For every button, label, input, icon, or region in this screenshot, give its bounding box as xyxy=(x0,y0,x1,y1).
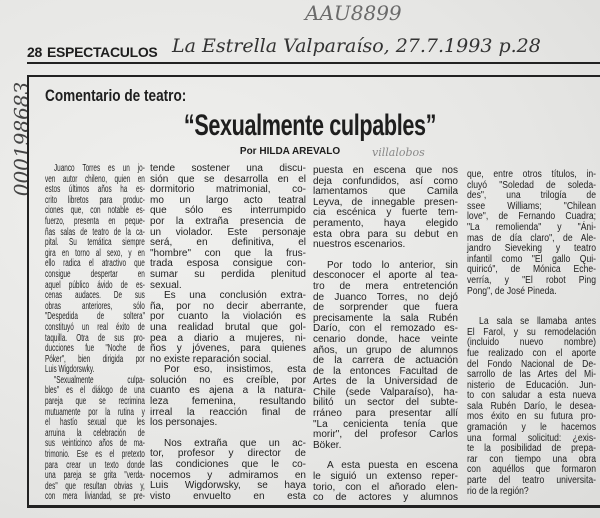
text-line: rráneo para presentar allí xyxy=(313,408,458,420)
text-line: bles" es el diálogo de una xyxy=(45,385,145,397)
article-paragraph xyxy=(313,166,458,251)
article-paragraph xyxy=(150,439,306,503)
article-column-2 xyxy=(150,164,306,502)
text-line: los personajes. xyxy=(150,417,218,429)
text-line: consigue despertar en xyxy=(45,268,145,280)
text-line: infantil como "El gallo Qui- xyxy=(467,253,596,265)
text-line: visto envuelto en esta xyxy=(150,490,306,502)
text-line: Leyva, de innegable presen- xyxy=(313,196,458,208)
article-paragraph xyxy=(467,317,596,497)
text-line: para crear un texto donde xyxy=(45,459,145,471)
text-line: leza femenina, resultando xyxy=(150,396,306,408)
text-line: una pareja se grita "verda- xyxy=(45,470,145,482)
text-line: fue realizado con el aporte xyxy=(467,347,596,359)
text-line: nisterio de Educación. Jun- xyxy=(467,379,596,391)
text-line: rio de la región? xyxy=(467,485,529,497)
text-line: quiricó", de Mónica Eche- xyxy=(467,264,596,276)
text-line: arruina la celebración de xyxy=(45,427,145,439)
handwritten-catalog-id: AAU8899 xyxy=(305,1,402,25)
text-line: "Sexualmente culpa- xyxy=(53,374,145,386)
text-line: pareja que se recrimina xyxy=(45,396,145,408)
text-line: Nos extraña que un ac- xyxy=(164,437,306,449)
text-line: una realidad brutal que gol- xyxy=(150,321,306,333)
text-line: con aquéllos que formaron xyxy=(467,464,596,476)
text-line: Luis Wigdorwsky, se haya xyxy=(150,480,306,492)
article-paragraph xyxy=(313,261,458,452)
handwritten-author-note: villalobos xyxy=(372,146,425,159)
article-title: “Sexualmente culpables” xyxy=(183,109,437,142)
text-line: nocemos y admiramos en xyxy=(150,469,306,481)
text-line: A esta puesta en escena xyxy=(327,460,458,472)
text-line: el hastío sexual que les xyxy=(45,417,145,429)
text-line: cia escénica y fuerte tem- xyxy=(313,207,458,219)
text-line: años, un grupo de alumnos xyxy=(313,344,458,356)
text-line: tro de mera entretención xyxy=(313,280,458,292)
text-line: lamentamos que Camila xyxy=(313,186,458,198)
text-line: Darío, con el remozado es- xyxy=(313,323,458,335)
text-line: jandro Sieveking y teatro xyxy=(467,243,596,255)
text-line: bilitó un sector del subte- xyxy=(313,397,458,409)
text-line: con mera liviandad, se pre- xyxy=(45,491,145,503)
text-line: Luis Wigdorswky. xyxy=(45,364,95,376)
text-line: fuerzo, presenta en peque- xyxy=(45,215,145,227)
text-line: ssee Williams; "Chilean xyxy=(467,200,596,212)
text-line: precisamente la sala Rubén xyxy=(313,312,458,324)
text-line: gramación y le hacemos xyxy=(467,422,596,434)
text-line: torio, con el añorado elen- xyxy=(313,481,458,493)
text-line: mos éxito en su futura pro- xyxy=(467,411,596,423)
text-line: no existe reparación social. xyxy=(150,353,272,365)
article-paragraph xyxy=(45,164,145,376)
text-line: cuanto es ajena a la natura- xyxy=(150,385,306,397)
page-header xyxy=(27,44,157,60)
text-line: por cuanto la violación es xyxy=(150,311,306,323)
text-line: Es una conclusión extra- xyxy=(164,290,306,302)
handwritten-source-note: La Estrella Valparaíso, 27.7.1993 p.28 xyxy=(172,35,541,57)
text-line: Por eso, insistimos, esta xyxy=(164,364,306,376)
article-column-1 xyxy=(45,164,145,503)
text-line: que, entre otros títulos, in- xyxy=(467,169,596,180)
text-line: La sala se llamaba antes xyxy=(479,316,596,328)
text-line: tor, profesor y director de xyxy=(150,448,306,460)
text-line: un violador. Este personaje xyxy=(150,226,306,238)
text-line: irreal la reacción final de xyxy=(150,406,306,418)
text-line: esta obra para su debut en xyxy=(313,228,458,240)
text-line: deja confundidos, así como xyxy=(313,175,458,187)
text-line: de Juanco Torres, no dejó xyxy=(313,291,458,303)
text-line: le siguió un extenso reper- xyxy=(313,471,458,483)
text-line: desconocer el aporte al tea- xyxy=(313,270,458,282)
text-line: pea a diario a mujeres, ni- xyxy=(150,332,306,344)
text-line: estos últimos años ha es- xyxy=(45,184,145,196)
text-line: morir", del profesor Carlos xyxy=(313,429,458,441)
text-line: trimonio. Ese es el pretexto xyxy=(45,449,145,461)
text-line: ven autor chileno, quien en xyxy=(45,173,145,185)
text-line: ducciones fue "Noche de xyxy=(45,343,145,355)
text-line: pital. Su temática siempre xyxy=(45,237,145,249)
text-line: des" que resultan obvias y, xyxy=(45,480,145,492)
text-line: ello radica el atractivo que xyxy=(45,258,145,270)
text-line: cenas audaces. De sus xyxy=(45,290,145,302)
text-line: parte del teatro universita- xyxy=(467,475,596,487)
text-line: ciones que, con notable es- xyxy=(45,205,145,217)
text-line: gira en torno al sexo, y en xyxy=(45,247,145,259)
text-line: sión que se desarrolla en el xyxy=(150,173,306,185)
text-line: Chile (sede Valparaíso), ha- xyxy=(313,386,458,398)
text-line: "La cenicienta tenía que xyxy=(313,418,458,430)
article-paragraph xyxy=(467,170,596,297)
header-rule xyxy=(27,62,600,64)
text-line: Böker. xyxy=(313,439,342,451)
text-line: del Fondo Nacional de De- xyxy=(467,358,596,370)
article-column-4 xyxy=(467,170,596,497)
text-line: cluyó "Soledad de soleda- xyxy=(467,179,596,191)
text-line: Juanco Torres es un jo- xyxy=(53,163,145,174)
text-line: "hombre" con que la frus- xyxy=(150,247,306,259)
text-line: ña, por no decir aberrante, xyxy=(150,300,306,312)
text-line: (incluido nuevo nombre) xyxy=(467,337,596,349)
text-line: love", de Fernando Cuadra; xyxy=(467,211,596,223)
text-line: mo un largo acto teatral xyxy=(150,194,306,206)
text-line: te la posibilidad de prepa- xyxy=(467,443,596,455)
article-byline: Por HILDA AREVALO xyxy=(239,146,341,157)
text-line: puesta en escena que nos xyxy=(313,165,458,176)
text-line: una formal solicitud: ¿exis- xyxy=(467,432,596,444)
article-paragraph xyxy=(150,365,306,429)
article-paragraph xyxy=(150,164,306,291)
text-line: ños y jóvenes, para quienes xyxy=(150,343,306,355)
text-line: dormitorio matrimonial, co- xyxy=(150,184,306,196)
text-line: obras anteriores, sólo xyxy=(45,300,145,312)
article-paragraph xyxy=(313,461,458,503)
text-line: mas de día claro", de Ale- xyxy=(467,232,596,244)
page-number: 28 xyxy=(27,44,42,60)
article-paragraph xyxy=(45,376,145,503)
text-line: sarrollo de las Artes del Mi- xyxy=(467,369,596,381)
text-line: verría, y "El robot Ping xyxy=(467,274,596,286)
text-line: sumar su perdida plenitud xyxy=(150,268,306,280)
text-line: rar con tiempo una obra xyxy=(467,453,596,465)
text-line: co de actores y alumnos xyxy=(313,492,458,504)
text-line: sexual. xyxy=(150,279,182,291)
text-line: ñas salas de teatro de la ca- xyxy=(45,226,145,238)
text-line: será, en definitiva, el xyxy=(150,237,306,249)
text-line: Póker", bien dirigida por xyxy=(45,353,145,365)
section-name: ESPECTACULOS xyxy=(46,44,158,60)
text-line: sala Rubén Darío, le desea- xyxy=(467,400,596,412)
text-line: des", una trilogía de xyxy=(467,190,596,202)
text-line: Por todo lo anterior, sin xyxy=(327,259,458,271)
text-line: de la carrera de actuación xyxy=(313,355,458,367)
text-line: taquilla. Otra de sus pro- xyxy=(45,332,145,344)
text-line: solución no es creíble, por xyxy=(150,374,306,386)
text-line: las condiciones que le co- xyxy=(150,459,306,471)
text-line: nuestros escenarios. xyxy=(313,239,406,251)
text-line: de sorprender que fuera xyxy=(313,302,458,314)
article-paragraph xyxy=(150,291,306,365)
text-line: crito libretos para produc- xyxy=(45,194,145,206)
text-line: sus veinticinco años de ma- xyxy=(45,438,145,450)
text-line: Artes de la Universidad de xyxy=(313,376,458,388)
text-line: aquel público ávido de es- xyxy=(45,279,145,291)
text-line: cenario donde, hace veinte xyxy=(313,333,458,345)
text-line: "La remolienda" y "Áni- xyxy=(467,221,596,233)
handwritten-archive-number: 000198683 xyxy=(9,81,34,197)
text-line: to con saludar a esta nueva xyxy=(467,390,596,402)
text-line: "Despedida de soltera" xyxy=(45,311,145,323)
text-line: de la entonces Facultad de xyxy=(313,365,458,377)
text-line: Pong", de José Pineda. xyxy=(467,285,557,297)
text-line: constituyó un real éxito de xyxy=(45,321,145,333)
text-line: peramento, haya elegido xyxy=(313,217,458,229)
text-line: que sólo es interrumpido xyxy=(150,205,306,217)
text-line: mutuamente por la rutina y xyxy=(45,406,145,418)
article-column-3 xyxy=(313,166,458,504)
text-line: tende sostener una discu- xyxy=(150,163,306,174)
text-line: El Farol, y su remodelación xyxy=(467,326,596,338)
text-line: trada esposa consigue con- xyxy=(150,258,306,270)
text-line: por la extraña presencia de xyxy=(150,215,306,227)
article-kicker: Comentario de teatro: xyxy=(45,86,187,105)
